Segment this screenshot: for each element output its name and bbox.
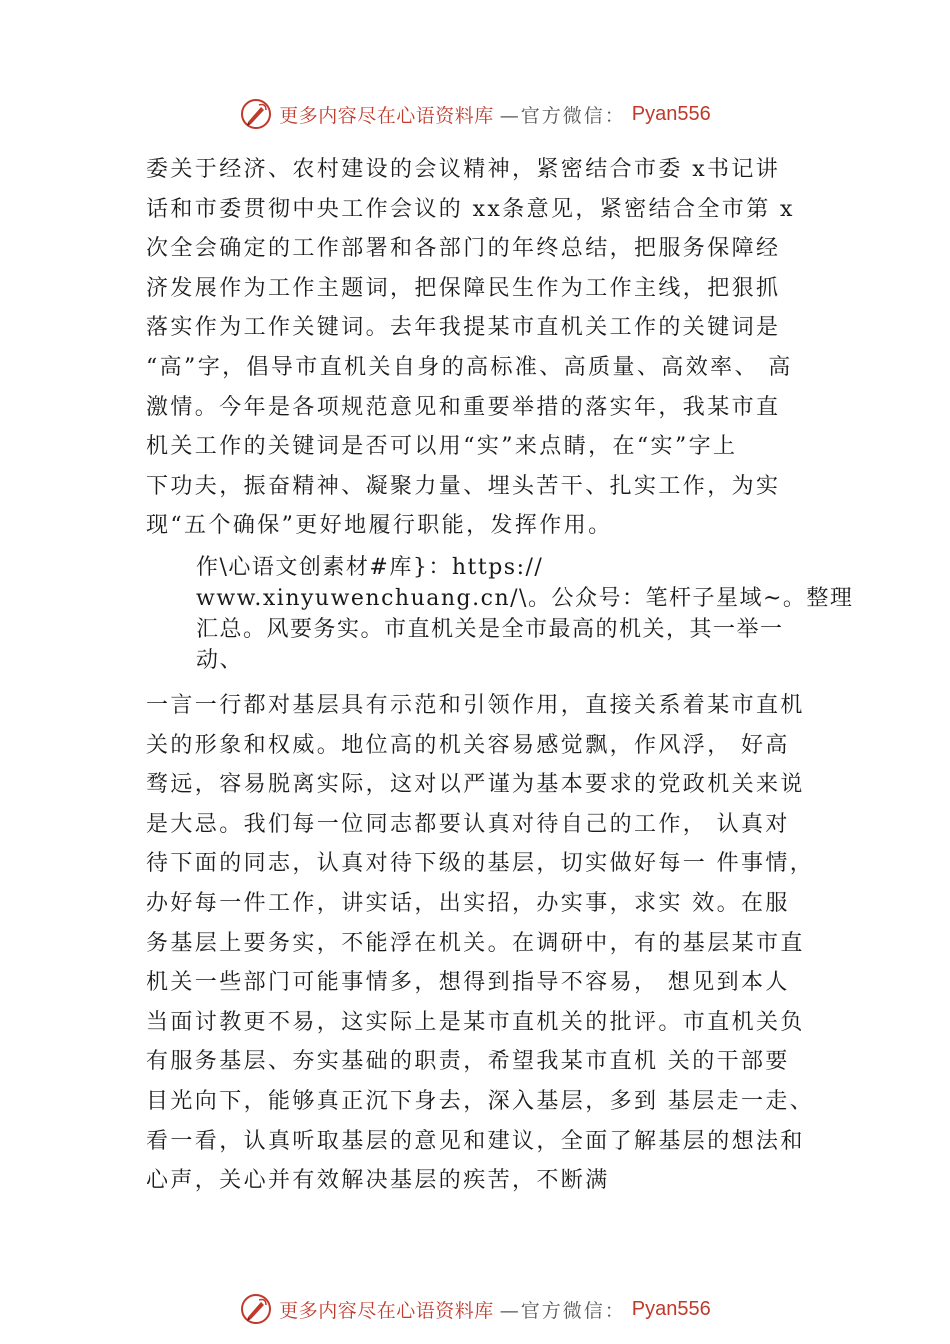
text-line: 是大忌。我们每一位同志都要认真对待自己的工作， 认真对 xyxy=(146,811,790,837)
text-line: 心声，关心并有效解决基层的疾苦，不断满 xyxy=(146,1168,610,1194)
watermark-gray-text: —官方微信： xyxy=(499,104,626,127)
watermark-red-text: 更多内容尽在心语资料库 xyxy=(279,104,494,127)
text-line: 当面讨教更不易，这实际上是某市直机关的批评。市直机关负 xyxy=(146,1009,805,1035)
text-line: 关的形象和权威。地位高的机关容易感觉飘，作风浮， 好高 xyxy=(146,732,790,758)
text-line: 汇总。风要务实。市直机关是全市最高的机关，其一举一 xyxy=(196,617,784,642)
text-line: 机关一些部门可能事情多，想得到指导不容易， 想见到本人 xyxy=(146,970,790,996)
text-line: 务基层上要务实，不能浮在机关。在调研中，有的基层某市直 xyxy=(146,930,805,956)
pen-logo-icon xyxy=(239,97,273,131)
text-line: 现“五个确保”更好地履行职能，发挥作用。 xyxy=(146,513,613,539)
footer-watermark xyxy=(0,1289,950,1329)
text-line: 落实作为工作关键词。去年我提某市直机关工作的关键词是 xyxy=(146,315,781,341)
text-line: 办好每一件工作，讲实话，出实招，办实事，求实 效。在服 xyxy=(146,890,790,916)
header-watermark xyxy=(0,94,950,134)
text-line: 激情。今年是各项规范意见和重要举措的落实年，我某市直 xyxy=(146,394,781,420)
watermark-red-text: 更多内容尽在心语资料库 xyxy=(279,1299,494,1322)
watermark-wechat-id: Pyan556 xyxy=(631,102,711,125)
text-line: 骛远，容易脱离实际，这对以严谨为基本要求的党政机关来说 xyxy=(146,772,805,798)
text-line: 作\心语文创素材#库}：https:// xyxy=(196,555,544,580)
text-line: 动、 xyxy=(196,648,244,673)
pen-logo-icon xyxy=(239,1292,273,1326)
text-line: 济发展作为工作主题词，把保障民生作为工作主线，把狠抓 xyxy=(146,275,781,301)
paragraph-3 xyxy=(146,686,836,1201)
watermark-gray-text: —官方微信： xyxy=(499,1299,626,1322)
text-line: 待下面的同志，认真对待下级的基层，切实做好每一 件事情， xyxy=(146,851,815,877)
paragraph-2 xyxy=(196,552,854,676)
text-line: 一言一行都对基层具有示范和引领作用，直接关系着某市直机 xyxy=(146,693,805,718)
text-line: 委关于经济、农村建设的会议精神，紧密结合市委 x书记讲 xyxy=(146,157,781,182)
text-line: 次全会确定的工作部署和各部门的年终总结，把服务保障经 xyxy=(146,236,781,262)
paragraph-1 xyxy=(146,150,836,546)
text-line: www.xinyuwenchuang.cn/\。公众号：笔杆子星域~。整理 xyxy=(196,586,854,611)
text-line: “高”字，倡导市直机关自身的高标准、高质量、高效率、 高 xyxy=(146,354,793,380)
text-line: 目光向下，能够真正沉下身去，深入基层，多到 基层走一走、 xyxy=(146,1088,815,1114)
text-line: 看一看，认真听取基层的意见和建议，全面了解基层的想法和 xyxy=(146,1128,805,1154)
text-line: 下功夫，振奋精神、凝聚力量、埋头苦干、扎实工作，为实 xyxy=(146,473,781,499)
text-line: 有服务基层、夯实基础的职责，希望我某市直机 关的干部要 xyxy=(146,1049,790,1075)
text-line: 机关工作的关键词是否可以用“实”来点睛，在“实”字上 xyxy=(146,434,738,460)
text-line: 话和市委贯彻中央工作会议的 xx条意见，紧密结合全市第 x xyxy=(146,196,795,222)
watermark-wechat-id: Pyan556 xyxy=(631,1297,711,1320)
